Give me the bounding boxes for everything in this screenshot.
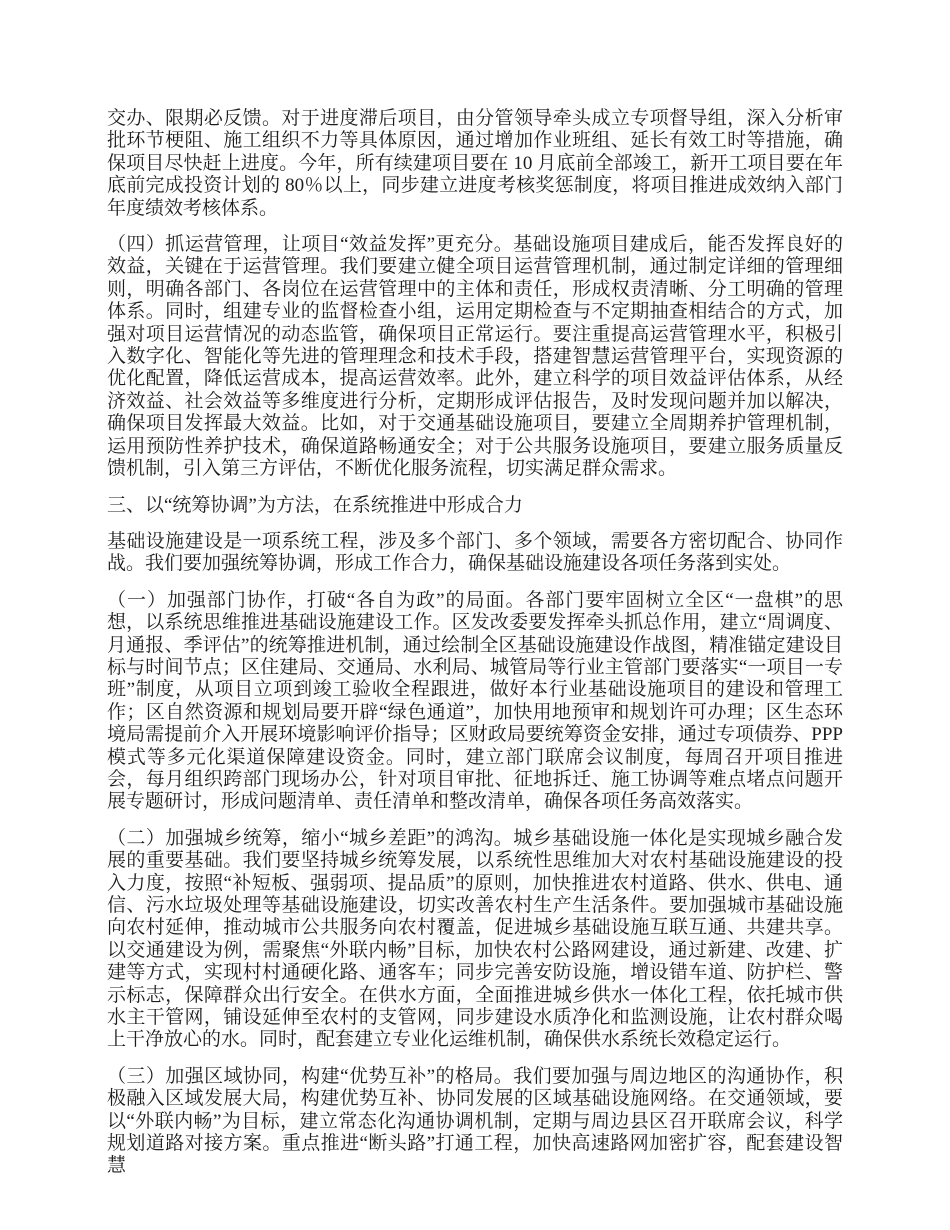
paragraph-item-1-department-collaboration: （一）加强部门协作，打破“各自为政”的局面。各部门要牢固树立全区“一盘棋”的思想，以系统思维推进基础设施建设工作。区发改委要发挥牵头抓总作用，建立“周调度、月通报、季评估”的统筹推进机制，通过绘制全区基础设施建设作战图，精准锚定建设目标与时间节点；区住建局、交通局、水利局、城管局等行业主管部门要落实“一项目一专班”制度，从项目立项到竣工验收全程跟进，做好本行业基础设施项目的建设和管理工作；区自然资源和规划局要开辟“绿色通道”，加快用地预审和规划许可办理；区生态环境局需提前介入开展环境影响评价指导；区财政局要统筹资金安排，通过专项债券、PPP 模式等多元化渠道保障建设资金。同时，建立部门联席会议制度，每周召开项目推进会，每月组织跨部门现场办公，针对项目审批、征地拆迁、施工协调等难点堵点问题开展专题研讨，形成问题清单、责任清单和整改清单，确保各项任务高效落实。	[107, 589, 843, 813]
document-body	[107, 108, 843, 1178]
paragraph-progress-supervision: 交办、限期必反馈。对于进度滞后项目，由分管领导牵头成立专项督导组，深入分析审批环节梗阻、施工组织不力等具体原因，通过增加作业班组、延长有效工时等措施，确保项目尽快赶上进度。今年，所有续建项目要在 10 月底前全部竣工，新开工项目要在年底前完成投资计划的 80％以上，同步建立进度考核奖惩制度，将项目推进成效纳入部门年度绩效考核体系。	[107, 108, 843, 219]
paragraph-item-4-operations-management: （四）抓运营管理，让项目“效益发挥”更充分。基础设施项目建成后，能否发挥良好的效益，关键在于运营管理。我们要建立健全项目运营管理机制，通过制定详细的管理细则，明确各部门、各岗位在运营管理中的主体和责任，形成权责清晰、分工明确的管理体系。同时，组建专业的监督检查小组，运用定期检查与不定期抽查相结合的方式，加强对项目运营情况的动态监管，确保项目正常运行。要注重提高运营管理水平，积极引入数字化、智能化等先进的管理理念和技术手段，搭建智慧运营管理平台，实现资源的优化配置，降低运营成本，提高运营效率。此外，建立科学的项目效益评估体系，从经济效益、社会效益等多维度进行分析，定期形成评估报告，及时发现问题并加以解决，确保项目发挥最大效益。比如，对于交通基础设施项目，要建立全周期养护管理机制，运用预防性养护技术，确保道路畅通安全；对于公共服务设施项目，要建立服务质量反馈机制，引入第三方评估，不断优化服务流程，切实满足群众需求。	[107, 234, 843, 480]
paragraph-item-3-regional-synergy: （三）加强区域协同，构建“优势互补”的格局。我们要加强与周边地区的沟通协作，积极融入区域发展大局，构建优势互补、协同发展的区域基础设施网络。在交通领域，要以“外联内畅”为目标，建立常态化沟通协调机制，定期与周边县区召开联席会议，科学规划道路对接方案。重点推进“断头路”打通工程，加快高速路网加密扩容，配套建设智慧	[107, 1065, 843, 1177]
paragraph-coordination-intro: 基础设施建设是一项系统工程，涉及多个部门、多个领域，需要各方密切配合、协同作战。我们要加强统筹协调，形成工作合力，确保基础设施建设各项任务落到实处。	[107, 530, 843, 575]
paragraph-item-2-urban-rural-integration: （二）加强城乡统筹，缩小“城乡差距”的鸿沟。城乡基础设施一体化是实现城乡融合发展的重要基础。我们要坚持城乡统筹发展，以系统性思维加大对农村基础设施建设的投入力度，按照“补短板、强弱项、提品质”的原则，加快推进农村道路、供水、供电、通信、污水垃圾处理等基础设施建设，切实改善农村生产生活条件。要加强城市基础设施向农村延伸，推动城市公共服务向农村覆盖，促进城乡基础设施互联互通、共建共享。以交通建设为例，需聚焦“外联内畅”目标，加快农村公路网建设，通过新建、改建、扩建等方式，实现村村通硬化路、通客车；同步完善安防设施，增设错车道、防护栏、警示标志，保障群众出行安全。在供水方面，全面推进城乡供水一体化工程，依托城市供水主干管网，铺设延伸至农村的支管网，同步建设水质净化和监测设施，让农村群众喝上干净放心的水。同时，配套建立专业化运维机制，确保供水系统长效稳定运行。	[107, 827, 843, 1051]
section-heading-three-coordination: 三、以“统筹协调”为方法，在系统推进中形成合力	[107, 494, 523, 516]
